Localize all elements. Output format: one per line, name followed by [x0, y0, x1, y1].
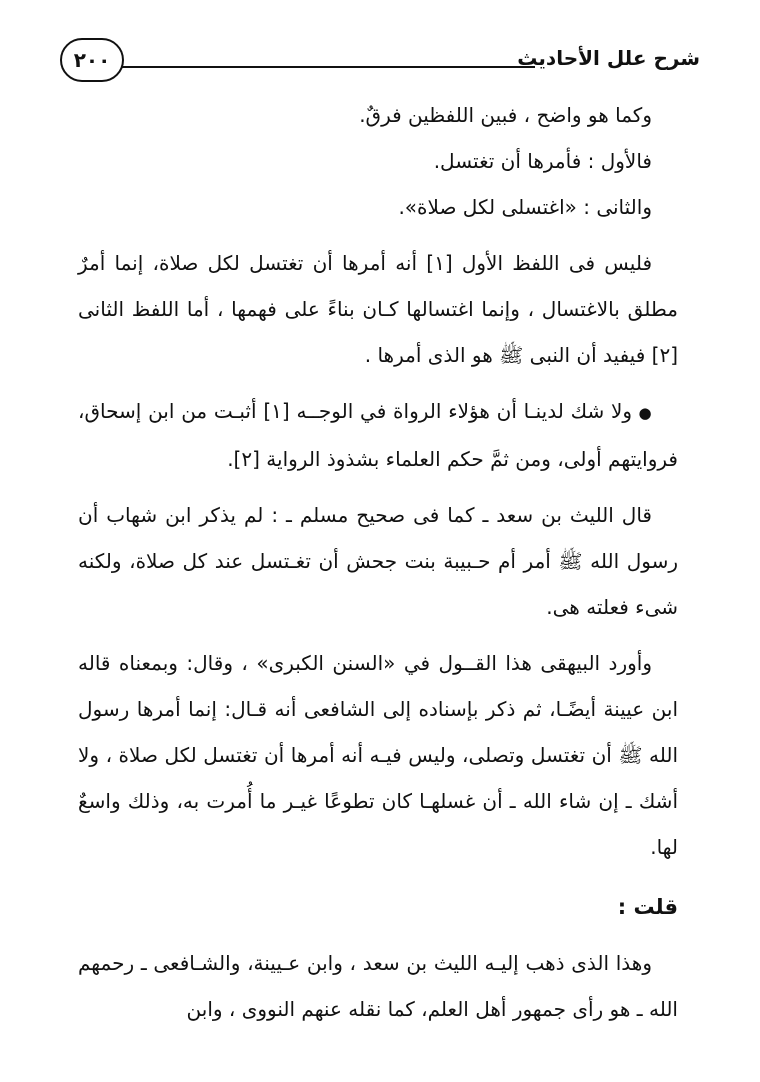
paragraph-3: والثانى : «اغتسلى لكل صلاة».	[398, 195, 652, 219]
paragraph-4: فليس فى اللفظ الأول [١] أنه أمرها أن تغتسل لكل صلاة، إنما أمرٌ مطلق بالاغتسال ، وإنما اغتسالها كـان بناءً على فهمها ، أما اللفظ الثانى [٢] فيفيد أن النبى ﷺ هو الذى أمرها .	[78, 251, 678, 367]
book-title: شرح علل الأحاديث	[517, 46, 700, 70]
page-header	[60, 36, 700, 86]
paragraph-1: وكما هو واضح ، فبين اللفظين فرقٌ.	[359, 103, 652, 127]
paragraph-8: وهذا الذى ذهب إليـه الليث بن سعد ، وابن عـيينة، والشـافعى ـ رحمهم الله ـ هو رأى جمهور أهل العلم، كما نقله عنهم النووى ، وابن	[78, 951, 678, 1021]
paragraph-7: وأورد البيهقى هذا القــول في «السنن الكبرى» ، وقال: وبمعناه قاله ابن عيينة أيضًـا، ثم ذكر بإسناده إلى الشافعى أنه قـال: إنما أمرها رسول الله ﷺ أن تغتسل وتصلى، وليس فيـه أنه أمرها أن تغتسل لكل صلاة ، ولا أشك ـ إن شاء الله ـ أن غسلهـا كان تطوعًا غيـر ما أُمرت به، وذلك واسعٌ لها.	[78, 651, 678, 859]
header-rule	[122, 66, 535, 68]
paragraph-2: فالأول : فأمرها أن تغتسل.	[433, 149, 652, 173]
page-number: ٢٠٠	[60, 38, 124, 82]
paragraph-5: ●ولا شك لدينـا أن هؤلاء الرواة في الوجــه [١] أثبـت من ابن إسحاق، فروايتهم أولى، ومن ثمَّ حكم العلماء بشذوذ الرواية [٢].	[78, 399, 678, 471]
page-body	[78, 92, 678, 1032]
paragraph-6: قال الليث بن سعد ـ كما فى صحيح مسلم ـ : لم يذكر ابن شهاب أن رسول الله ﷺ أمر أم حـبيبة بنت جحش أن تغـتسل عند كل صلاة، ولكنه شىء فعلته هى.	[78, 503, 678, 619]
bullet-icon: ●	[638, 404, 652, 422]
section-heading: قلت :	[617, 895, 678, 919]
